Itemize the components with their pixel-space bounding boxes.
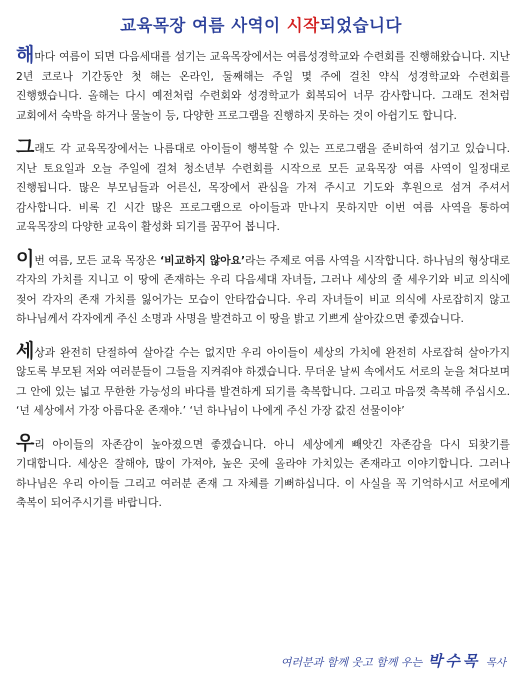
paragraph-3: [12, 247, 510, 329]
paragraph-3-text-after: 라는 주제로 여름 사역을 시작합니다. 하나님의 형상대로 각자의 가치를 지니고 이 땅에 존재하는 우리 다음세대 자녀들, 그러나 세상의 줄 세우기와 비교 의식에 젖어 각자의 존재 가치를 잃어가는 모습이 안타깝습니다. 우리 자녀들이 비교 의식에 사로잡히지 않고 하나님께서 각자에게 주신 소명과 사명을 발견하고 이 땅을 밝고 기쁘게 살아갔으면 좋겠습니다.: [16, 253, 510, 325]
dropcap-1: 해: [16, 44, 35, 66]
dropcap-4: 세: [16, 339, 35, 362]
paragraph-5: [12, 431, 510, 513]
paragraph-3-text-before: 번 여름, 모든 교육 목장은: [34, 253, 161, 267]
dropcap-3: 이: [16, 247, 35, 270]
theme-phrase: ‘비교하지 않아요’: [160, 253, 246, 267]
dropcap-2: 그: [16, 136, 35, 158]
paragraph-1: [12, 46, 510, 125]
title-accent: 시작: [286, 16, 320, 35]
paragraph-1-text: 마다 여름이 되면 다음세대를 섬기는 교육목장에서는 여름성경학교와 수련회를 진행해왔습니다. 지난 2년 코로나 기간동안 첫 해는 온라인, 둘째해는 주일 몇 주에 걸친 약식 성경학교와 수련회를 진행했습니다. 올해는 다시 예전처럼 수련회와 성경학교가 회복되어 너무 감사합니다. 그래도 전처럼 교회에서 숙박을 하거나 물놀이 등, 다양한 프로그램을 진행하지 못하는 것이 아쉽기도 합니다.: [16, 50, 510, 122]
signature-role: 목사: [485, 657, 506, 669]
page-title: [12, 12, 510, 36]
paragraph-4-text: 상과 완전히 단절하여 살아갈 수는 없지만 우리 아이들이 세상의 가치에 완전히 사로잡혀 살아가지 않도록 부모된 저와 여러분들이 그들을 지켜줘야 하겠습니다. 무더운 날씨 속에서도 서로의 눈을 쳐다보며 그 안에 있는 넓고 무한한 가능성의 바다를 발견하게 되기를 축복합니다. 그리고 마음껏 축복해 주십시오. ‘넌 세상에서 가장 아름다운 존재야.’ ‘넌 하나님이 나에게 주신 가장 값진 선물이야’: [16, 345, 510, 417]
signature-name: 박수목: [427, 652, 481, 670]
paragraph-2: [12, 138, 510, 237]
paragraph-2-text: 래도 각 교육목장에서는 나름대로 아이들이 행복할 수 있는 프로그램을 준비하여 섬기고 있습니다. 지난 토요일과 오늘 주일에 걸쳐 청소년부 수련회를 시작으로 모든 교육목장 여름 사역이 일정대로 진행됩니다. 많은 부모님들과 어른신, 목장에서 관심을 가져 주시고 기도와 후원으로 섬겨 주셔서 감사합니다. 비록 긴 시간 많은 프로그램으로 아이들과 만나지 못하지만 이번 여름 사역을 통하여 교육목장의 다양한 교육이 활성화 되기를 꿈꾸어 봅니다.: [16, 142, 510, 233]
paragraph-5-text: 리 아이들의 자존감이 높아졌으면 좋겠습니다. 아니 세상에게 빼앗긴 자존감을 다시 되찾기를 기대합니다. 세상은 잘해야, 많이 가져야, 높은 곳에 올라야 가치있는 존재라고 이야기합니다. 그러나 하나님은 우리 아이들 그리고 여러분 존재 그 자체를 기뻐하십니다. 이 사실을 꼭 기억하시고 서로에게 축복이 되어주시기를 바랍니다.: [16, 437, 510, 509]
title-part2: 되었습니다: [319, 16, 402, 35]
signature-text: 여러분과 함께 웃고 함께 우는: [280, 656, 423, 669]
paragraph-4: [12, 339, 510, 421]
signature: [281, 650, 506, 671]
title-part1: 교육목장 여름 사역이: [120, 16, 287, 35]
dropcap-5: 우: [16, 431, 35, 454]
